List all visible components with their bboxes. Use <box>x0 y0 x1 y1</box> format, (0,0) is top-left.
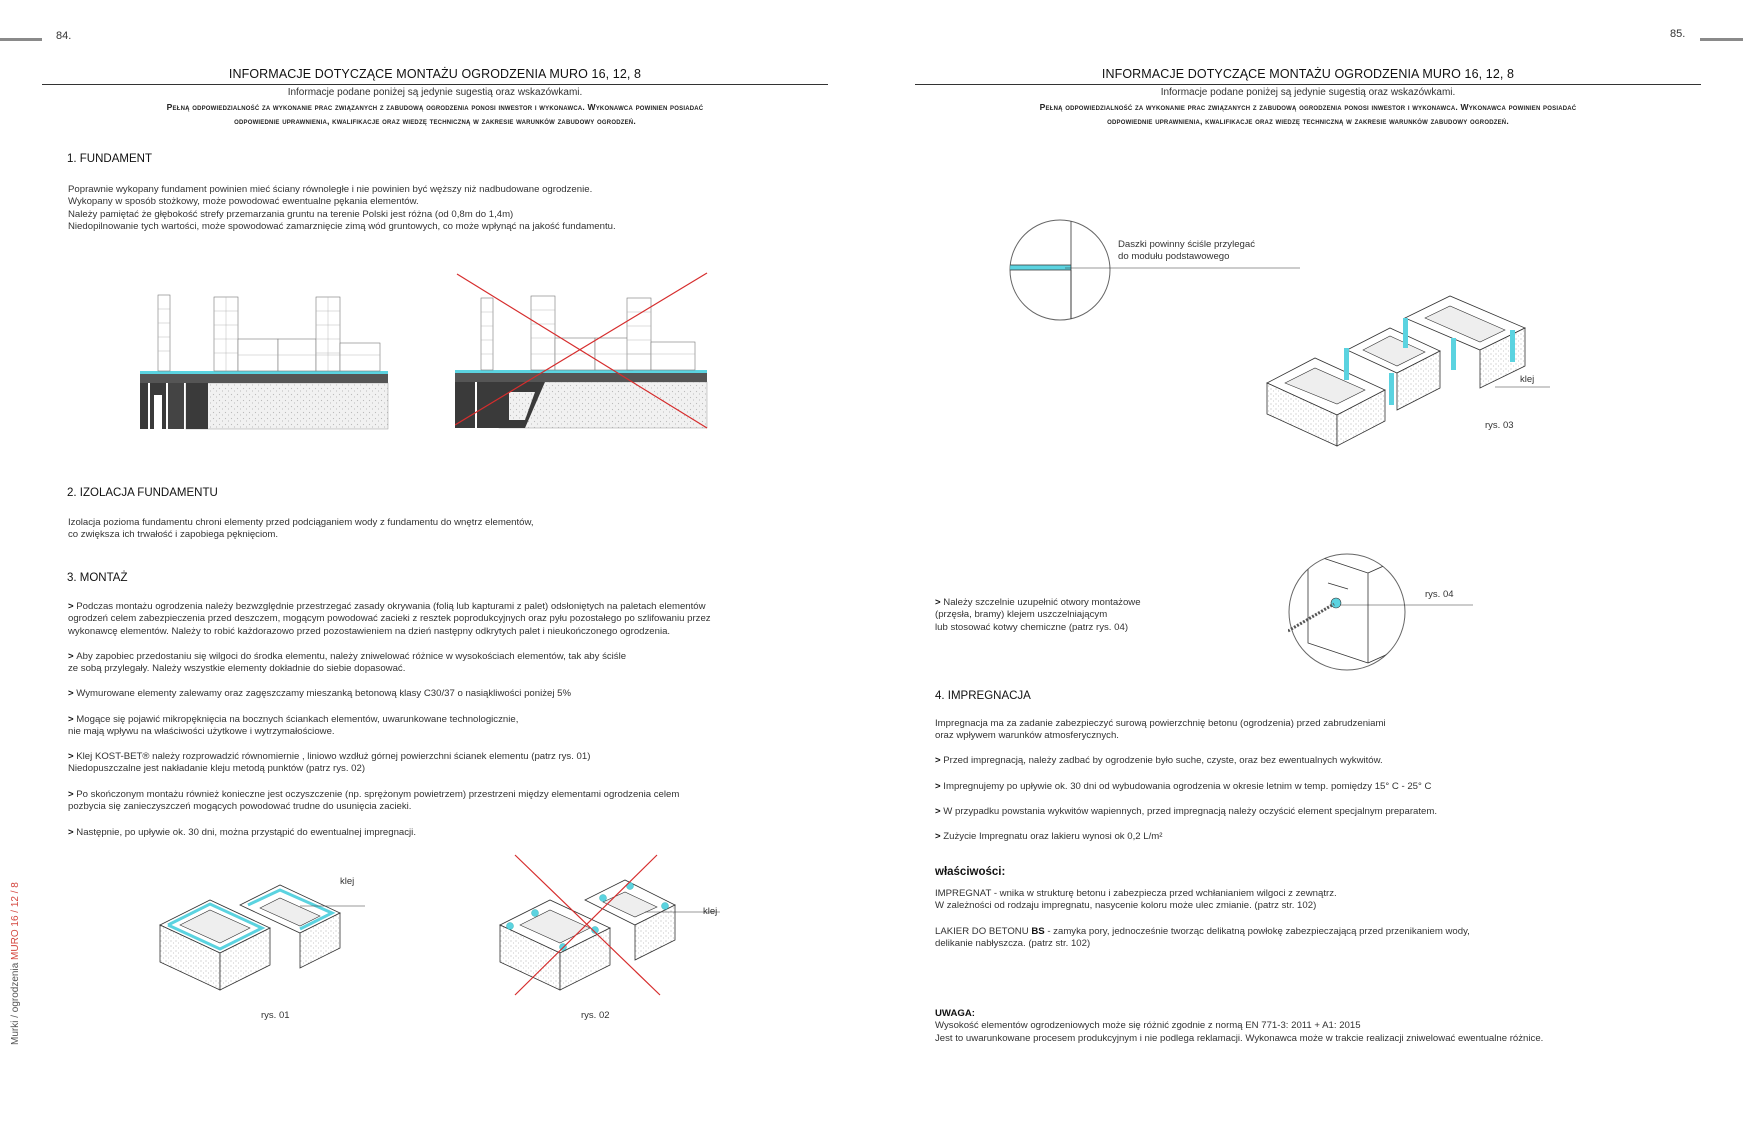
montaz-heading: 3. MONTAŻ <box>67 572 128 584</box>
montaz-line: pozbycia się zanieczyszczeń mogących powodować trudne do usunięcia zacieki. <box>68 801 412 813</box>
right-page-number: 85. <box>1670 28 1686 40</box>
impregnacja-bullet: > Przed impregnacją, należy zadbać by ogrodzenie było suche, czyste, oraz bez ewentualnych wykwitów. <box>935 755 1383 766</box>
left-page-number: 84. <box>56 30 72 42</box>
otwory-line: lub stosować kotwy chemiczne (patrz rys. 04) <box>935 621 1129 633</box>
sidebar-product-label <box>10 882 21 1045</box>
montaz-line: > Wymurowane elementy zalewamy oraz zagęszczamy mieszanką betonową klasy C30/37 o nasiąkliwości poniżej 5% <box>68 688 572 699</box>
montaz-line: Niedopuszczalne jest nakładanie kleju metodą punktów (patrz rys. 02) <box>68 763 366 775</box>
izolacja-line: co zwiększa ich trwałość i zapobiega pęknięciom. <box>68 529 279 541</box>
izolacja-line: Izolacja pozioma fundamentu chroni elementy przed podciąganiem wody z fundamentu do wnętrz elementów, <box>68 517 534 528</box>
resp-line-1: Pełną odpowiedzialność za wykonanie prac związanych z zabudową ogrodzenia ponosi inwestor i wykonawca. Wykonawca powinien posiadać <box>166 102 704 112</box>
callout-line: Daszki powinny ściśle przylegać <box>1118 239 1256 250</box>
lakier-text <box>935 926 1470 951</box>
right-header-rule <box>915 84 1701 85</box>
lakier-line: delikanie nabłyszcza. (patrz str. 102) <box>935 938 1091 950</box>
impregnacja-bullet-text: Przed impregnacją, należy zadbać by ogrodzenie było suche, czyste, oraz bez ewentualnych wykwitów. <box>943 755 1383 766</box>
montaz-line: > Klej KOST-BET® należy rozprowadzić równomiernie , liniowo wzdłuż górnej powierzchni ścianek elementu (patrz rys. 01) <box>68 751 591 762</box>
montaz-bullet <box>68 714 518 739</box>
rys-04-caption: rys. 04 <box>1425 589 1454 600</box>
rys-03-caption: rys. 03 <box>1485 420 1514 431</box>
impregnacja-line: oraz wpływem warunków atmosferycznych. <box>935 730 1119 742</box>
glue-linear-figure <box>150 870 380 1000</box>
blocks-assembly-figure <box>1265 278 1565 448</box>
impregnat-text <box>935 888 1337 913</box>
izolacja-heading: 2. IZOLACJA FUNDAMENTU <box>67 487 218 499</box>
left-corner-bar <box>0 38 42 41</box>
rys-01-caption: rys. 01 <box>261 1010 290 1021</box>
right-header-title: INFORMACJE DOTYCZĄCE MONTAŻU OGRODZENIA MURO 16, 12, 8 <box>1101 67 1515 81</box>
impregnat-line: W zależności od rodzaju impregnatu, nasycenie koloru może ulec zmianie. (patrz str. 102) <box>935 900 1317 912</box>
resp-line-2: odpowiednie uprawnienia, kwalifikacje oraz wiedzę techniczną w zakresie warunków zabudowy ogrodzeń. <box>234 116 636 126</box>
left-header-rule <box>42 84 828 85</box>
montaz-bullet <box>68 827 416 839</box>
glue-points-figure <box>495 850 735 1000</box>
montaz-line: wykonawcę elementów. Należy to robić każdorazowo przed pozostawieniem na dzień następny odkrytych palet i nieukończonego ogrodzenia. <box>68 625 671 637</box>
klej-label-1: klej <box>340 876 355 887</box>
uwaga-block <box>935 1008 1543 1045</box>
montaz-line: > Po skończonym montażu również konieczne jest oczyszczenie (np. sprężonym powietrzem) przestrzeni między elementami ogrodzenia celem <box>68 789 680 800</box>
uwaga-heading: UWAGA: <box>935 1008 975 1019</box>
klej-label-2: klej <box>703 906 718 917</box>
klej-label-3: klej <box>1520 374 1535 385</box>
fundament-text <box>68 184 616 233</box>
montaz-line: > Następnie, po upływie ok. 30 dni, można przystąpić do ewentualnej impregnacji. <box>68 827 416 838</box>
left-header-title: INFORMACJE DOTYCZĄCE MONTAŻU OGRODZENIA MURO 16, 12, 8 <box>228 67 642 81</box>
wlasciwosci-heading: właściwości: <box>935 866 1006 878</box>
montaz-line: > Mogące się pojawić mikropęknięcia na bocznych ściankach elementów, uwarunkowane technologicznie, <box>68 714 519 725</box>
impregnacja-bullet: > Impregnujemy po upływie ok. 30 dni od wybudowania ogrodzenia w okresie letnim w temp. pomiędzy 15° C - 25° C <box>935 781 1432 792</box>
fundament-line: Niedopilnowanie tych wartości, może spowodować zamarznięcie zimą wód gruntowych, co może wpłynąć na jakość fundamentu. <box>68 220 616 232</box>
impregnacja-bullet-text: Impregnujemy po upływie ok. 30 dni od wybudowania ogrodzenia w okresie letnim w temp. pomiędzy 15° C - 25° C <box>943 781 1432 792</box>
impregnacja-bullet-text: W przypadku powstania wykwitów wapiennych, przed impregnacją należy oczyścić element specjalnym preparatem. <box>943 806 1438 817</box>
anchor-detail-figure <box>1288 553 1478 673</box>
resp-line-1: Pełną odpowiedzialność za wykonanie prac związanych z zabudową ogrodzenia ponosi inwestor i wykonawca. Wykonawca powinien posiadać <box>1039 102 1577 112</box>
resp-line-2: odpowiednie uprawnienia, kwalifikacje oraz wiedzę techniczną w zakresie warunków zabudowy ogrodzeń. <box>1107 116 1509 126</box>
otwory-line: > Należy szczelnie uzupełnić otwory montażowe <box>935 597 1141 608</box>
cap-detail-figure <box>1005 215 1305 330</box>
uwaga-line: Jest to uwarunkowane procesem produkcyjnym i nie podlega reklamacji. Wykonawca może w trakcie realizacji zniwelować ewentualne różnice. <box>935 1032 1544 1044</box>
lakier-line: LAKIER DO BETONU BS - zamyka pory, jednocześnie tworząc delikatną powłokę zabezpieczającą przed przenikaniem wody, <box>935 926 1470 937</box>
montaz-line: > Aby zapobiec przedostaniu się wilgoci do środka elementu, należy zniwelować różnice w wysokościach elementów, tak aby ściśle <box>68 651 627 662</box>
impregnacja-heading: 4. IMPREGNACJA <box>935 690 1031 702</box>
impregnacja-intro <box>935 718 1386 743</box>
impregnacja-line: Impregnacja ma za zadanie zabezpieczyć surową powierzchnię betonu (ogrodzenia) przed zabrudzeniami <box>935 718 1386 729</box>
sidebar-accent: MURO 16 / 12 / 8 <box>10 882 21 960</box>
right-header-responsibility <box>903 100 1713 128</box>
fundament-line: Poprawnie wykopany fundament powinien mieć ściany równoległe i nie powinien być węższy niż nadbudowane ogrodzenie. <box>68 184 593 195</box>
izolacja-text <box>68 517 534 542</box>
impregnacja-bullet: > W przypadku powstania wykwitów wapiennych, przed impregnacją należy oczyścić element specjalnym preparatem. <box>935 806 1438 817</box>
foundation-wrong-figure <box>455 270 715 430</box>
montaz-bullet <box>68 651 626 676</box>
fundament-line: Wykopany w sposób stożkowy, może powodować ewentualne pękania elementów. <box>68 196 419 208</box>
otwory-text <box>935 597 1141 634</box>
montaz-line: ogrodzeń celem zabezpieczenia przed deszczem, mogącym powodować zacieki z resztek poprodukcyjnych oraz pyłu pozostałego po szlifowaniu przez <box>68 613 711 625</box>
callout-line: do modułu podstawowego <box>1118 251 1230 263</box>
left-header-responsibility <box>30 100 840 128</box>
montaz-line: > Podczas montażu ogrodzenia należy bezwzględnie przestrzegać zasady okrywania (folią lub kapturami z palet) odsłoniętych na paletach elementów <box>68 601 706 612</box>
montaz-bullet <box>68 789 679 814</box>
right-header-subtitle: Informacje podane poniżej są jedynie sugestią oraz wskazówkami. <box>1160 87 1456 98</box>
right-corner-bar <box>1700 38 1743 41</box>
montaz-line: ze sobą przylegały. Należy wszystkie elementy dokładnie do siebie dopasować. <box>68 663 406 675</box>
impregnat-line: IMPREGNAT - wnika w strukturę betonu i zabezpiecza przed wchłanianiem wilgoci z zewnątrz. <box>935 888 1337 899</box>
montaz-bullet <box>68 688 571 700</box>
sidebar-part: Murki / ogrodzenia <box>10 959 21 1045</box>
montaz-bullet <box>68 601 711 638</box>
foundation-correct-figure <box>140 285 400 430</box>
left-header-subtitle: Informacje podane poniżej są jedynie sugestią oraz wskazówkami. <box>287 87 583 98</box>
montaz-line: nie mają wpływu na właściwości użytkowe i wytrzymałościowe. <box>68 726 335 738</box>
fundament-heading: 1. FUNDAMENT <box>67 153 152 165</box>
otwory-line: (przęsła, bramy) klejem uszczelniającym <box>935 609 1108 621</box>
fundament-line: Należy pamiętać że głębokość strefy przemarzania gruntu na terenie Polski jest różna (od 0,8m do 1,4m) <box>68 208 514 220</box>
montaz-bullet <box>68 751 590 776</box>
daszki-callout <box>1118 239 1255 264</box>
rys-02-caption: rys. 02 <box>581 1010 610 1021</box>
impregnacja-bullet: > Zużycie Impregnatu oraz lakieru wynosi ok 0,2 L/m² <box>935 831 1163 842</box>
impregnacja-bullet-text: Zużycie Impregnatu oraz lakieru wynosi ok 0,2 L/m² <box>943 831 1163 842</box>
uwaga-line: Wysokość elementów ogrodzeniowych może się różnić zgodnie z normą EN 771-3: 2011 + A1: 2015 <box>935 1020 1361 1032</box>
